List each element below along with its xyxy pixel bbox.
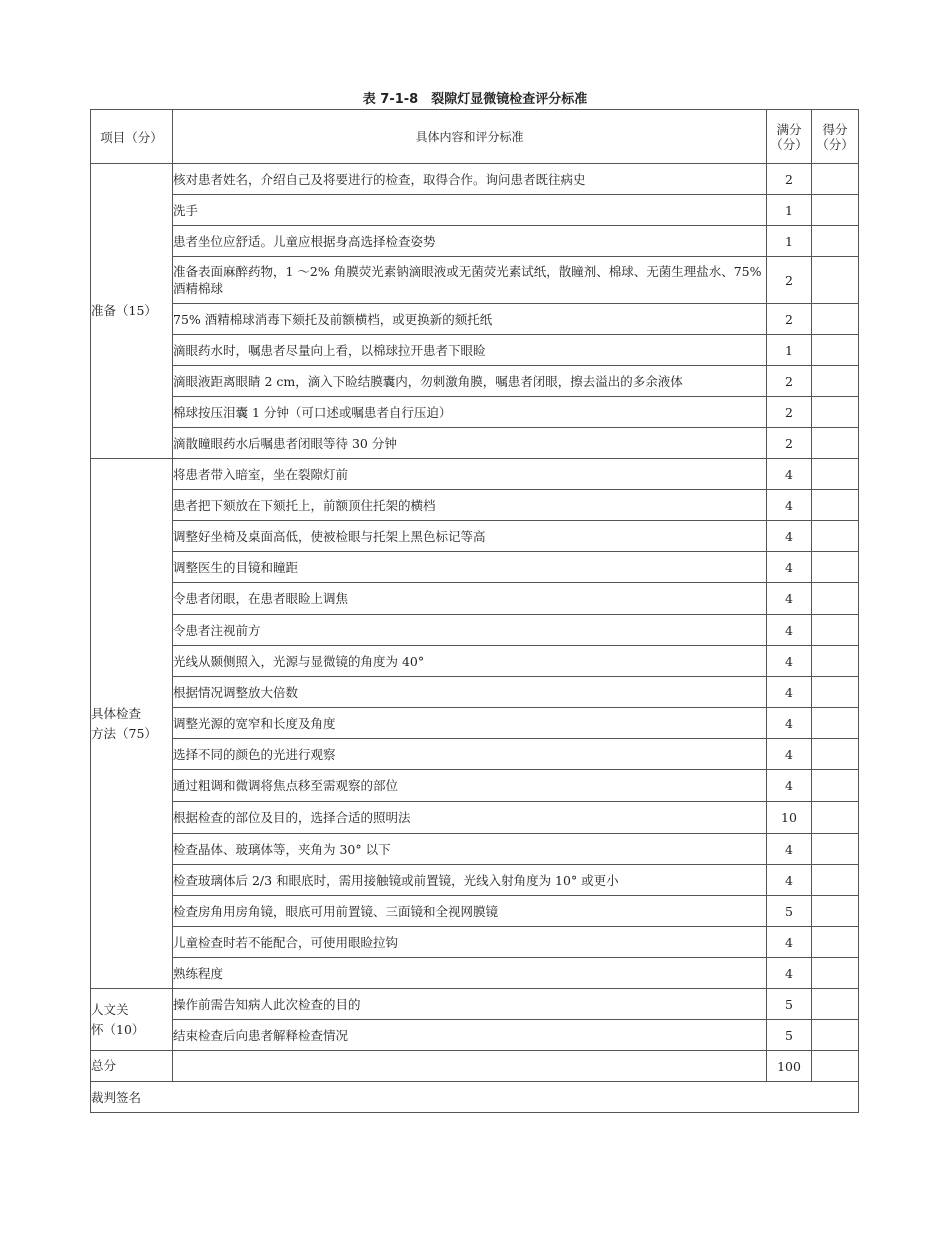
- criteria-text: 光线从颞侧照入，光源与显微镜的角度为 40°: [173, 646, 767, 677]
- table-row: [91, 428, 859, 459]
- criteria-text: 准备表面麻醉药物，1 ～2% 角膜荧光素钠滴眼液或无菌荧光素试纸，散瞳剂、棉球、无菌生理盐水、75% 酒精棉球: [173, 257, 767, 304]
- table-row: [91, 615, 859, 646]
- table-row: [91, 195, 859, 226]
- total-obtained[interactable]: [812, 1051, 859, 1082]
- table-row: [91, 770, 859, 802]
- full-score-cell: 4: [767, 459, 812, 490]
- full-score-cell: 4: [767, 677, 812, 708]
- full-score-cell: 4: [767, 490, 812, 521]
- full-score-cell: 4: [767, 958, 812, 989]
- table-row: [91, 164, 859, 195]
- header-full-score: 满分 （分）: [767, 110, 812, 164]
- scoring-table: [90, 109, 859, 1113]
- full-score-cell: 4: [767, 770, 812, 802]
- table-row: [91, 802, 859, 834]
- full-score-cell: 10: [767, 802, 812, 834]
- criteria-text: 核对患者姓名，介绍自己及将要进行的检查，取得合作。询问患者既往病史: [173, 164, 767, 195]
- full-score-cell: 4: [767, 521, 812, 552]
- full-score-cell: 4: [767, 615, 812, 646]
- total-blank: [173, 1051, 767, 1082]
- obtained-score-cell[interactable]: [812, 865, 859, 896]
- criteria-text: 根据检查的部位及目的，选择合适的照明法: [173, 802, 767, 834]
- obtained-score-cell[interactable]: [812, 335, 859, 366]
- table-row: [91, 335, 859, 366]
- judge-signature[interactable]: 裁判签名: [91, 1082, 859, 1113]
- full-score-cell: 4: [767, 865, 812, 896]
- full-score-cell: 5: [767, 1020, 812, 1051]
- obtained-score-cell[interactable]: [812, 583, 859, 615]
- table-row: [91, 304, 859, 335]
- table-title: 表 7-1-8 裂隙灯显微镜检查评分标准: [362, 92, 588, 107]
- full-score-cell: 4: [767, 583, 812, 615]
- obtained-score-cell[interactable]: [812, 615, 859, 646]
- obtained-score-cell[interactable]: [812, 739, 859, 770]
- full-score-cell: 4: [767, 708, 812, 739]
- full-score-cell: 2: [767, 257, 812, 304]
- criteria-text: 患者把下颏放在下颏托上，前额顶住托架的横档: [173, 490, 767, 521]
- full-score-cell: 1: [767, 335, 812, 366]
- criteria-text: 75% 酒精棉球消毒下颏托及前额横档，或更换新的颏托纸: [173, 304, 767, 335]
- obtained-score-cell[interactable]: [812, 989, 859, 1020]
- table-row: [91, 865, 859, 896]
- obtained-score-cell[interactable]: [812, 257, 859, 304]
- criteria-text: 调整医生的目镜和瞳距: [173, 552, 767, 583]
- criteria-text: 根据情况调整放大倍数: [173, 677, 767, 708]
- signature-row: [91, 1082, 859, 1113]
- category-cell: 准备（15）: [91, 164, 173, 459]
- criteria-text: 儿童检查时若不能配合，可使用眼睑拉钩: [173, 927, 767, 958]
- full-score-cell: 2: [767, 366, 812, 397]
- table-row: [91, 397, 859, 428]
- full-score-cell: 5: [767, 989, 812, 1020]
- criteria-text: 调整好坐椅及桌面高低，使被检眼与托架上黑色标记等高: [173, 521, 767, 552]
- criteria-text: 检查玻璃体后 2/3 和眼底时，需用接触镜或前置镜，光线入射角度为 10° 或更小: [173, 865, 767, 896]
- category-cell: 具体检查 方法（75）: [91, 459, 173, 989]
- obtained-score-cell[interactable]: [812, 896, 859, 927]
- criteria-text: 令患者注视前方: [173, 615, 767, 646]
- table-row: [91, 490, 859, 521]
- table-row: [91, 552, 859, 583]
- criteria-text: 患者坐位应舒适。儿童应根据身高选择检查姿势: [173, 226, 767, 257]
- obtained-score-cell[interactable]: [812, 770, 859, 802]
- obtained-score-cell[interactable]: [812, 226, 859, 257]
- table-row: [91, 958, 859, 989]
- obtained-score-cell[interactable]: [812, 552, 859, 583]
- criteria-text: 调整光源的宽窄和长度及角度: [173, 708, 767, 739]
- table-row: [91, 708, 859, 739]
- criteria-text: 检查晶体、玻璃体等，夹角为 30° 以下: [173, 834, 767, 865]
- obtained-score-cell[interactable]: [812, 802, 859, 834]
- header-item: 项目（分）: [91, 110, 173, 164]
- full-score-cell: 2: [767, 397, 812, 428]
- table-row: [91, 989, 859, 1020]
- criteria-text: 将患者带入暗室，坐在裂隙灯前: [173, 459, 767, 490]
- full-score-cell: 4: [767, 552, 812, 583]
- full-score-cell: 2: [767, 428, 812, 459]
- criteria-text: 熟练程度: [173, 958, 767, 989]
- table-row: [91, 739, 859, 770]
- obtained-score-cell[interactable]: [812, 195, 859, 226]
- obtained-score-cell[interactable]: [812, 304, 859, 335]
- full-score-cell: 4: [767, 834, 812, 865]
- header-row: [91, 110, 859, 164]
- obtained-score-cell[interactable]: [812, 366, 859, 397]
- category-cell: 人文关 怀（10）: [91, 989, 173, 1051]
- table-row: [91, 257, 859, 304]
- criteria-text: 通过粗调和微调将焦点移至需观察的部位: [173, 770, 767, 802]
- full-score-cell: 2: [767, 164, 812, 195]
- criteria-text: 选择不同的颜色的光进行观察: [173, 739, 767, 770]
- obtained-score-cell[interactable]: [812, 708, 859, 739]
- table-row: [91, 677, 859, 708]
- criteria-text: 操作前需告知病人此次检查的目的: [173, 989, 767, 1020]
- full-score-cell: 1: [767, 195, 812, 226]
- table-row: [91, 927, 859, 958]
- total-label: 总分: [91, 1051, 173, 1082]
- table-row: [91, 583, 859, 615]
- table-row: [91, 226, 859, 257]
- obtained-score-cell[interactable]: [812, 459, 859, 490]
- total-score: 100: [767, 1051, 812, 1082]
- header-content: 具体内容和评分标准: [173, 110, 767, 164]
- obtained-score-cell[interactable]: [812, 958, 859, 989]
- obtained-score-cell[interactable]: [812, 646, 859, 677]
- criteria-text: 滴眼液距离眼睛 2 cm，滴入下睑结膜囊内，勿刺激角膜，嘱患者闭眼，擦去溢出的多余液体: [173, 366, 767, 397]
- obtained-score-cell[interactable]: [812, 490, 859, 521]
- full-score-cell: 4: [767, 646, 812, 677]
- table-row: [91, 896, 859, 927]
- obtained-score-cell[interactable]: [812, 164, 859, 195]
- obtained-score-cell[interactable]: [812, 428, 859, 459]
- criteria-text: 棉球按压泪囊 1 分钟（可口述或嘱患者自行压迫）: [173, 397, 767, 428]
- criteria-text: 结束检查后向患者解释检查情况: [173, 1020, 767, 1051]
- table-row: [91, 459, 859, 490]
- obtained-score-cell[interactable]: [812, 834, 859, 865]
- full-score-cell: 4: [767, 927, 812, 958]
- total-row: [91, 1051, 859, 1082]
- header-got-score: 得分 （分）: [812, 110, 859, 164]
- criteria-text: 滴散瞳眼药水后嘱患者闭眼等待 30 分钟: [173, 428, 767, 459]
- table-row: [91, 1020, 859, 1051]
- criteria-text: 检查房角用房角镜，眼底可用前置镜、三面镜和全视网膜镜: [173, 896, 767, 927]
- criteria-text: 令患者闭眼，在患者眼睑上调焦: [173, 583, 767, 615]
- obtained-score-cell[interactable]: [812, 521, 859, 552]
- criteria-text: 滴眼药水时，嘱患者尽量向上看，以棉球拉开患者下眼睑: [173, 335, 767, 366]
- full-score-cell: 1: [767, 226, 812, 257]
- obtained-score-cell[interactable]: [812, 397, 859, 428]
- obtained-score-cell[interactable]: [812, 677, 859, 708]
- full-score-cell: 2: [767, 304, 812, 335]
- obtained-score-cell[interactable]: [812, 927, 859, 958]
- full-score-cell: 4: [767, 739, 812, 770]
- full-score-cell: 5: [767, 896, 812, 927]
- table-row: [91, 834, 859, 865]
- criteria-text: 洗手: [173, 195, 767, 226]
- table-row: [91, 646, 859, 677]
- table-row: [91, 521, 859, 552]
- table-row: [91, 366, 859, 397]
- obtained-score-cell[interactable]: [812, 1020, 859, 1051]
